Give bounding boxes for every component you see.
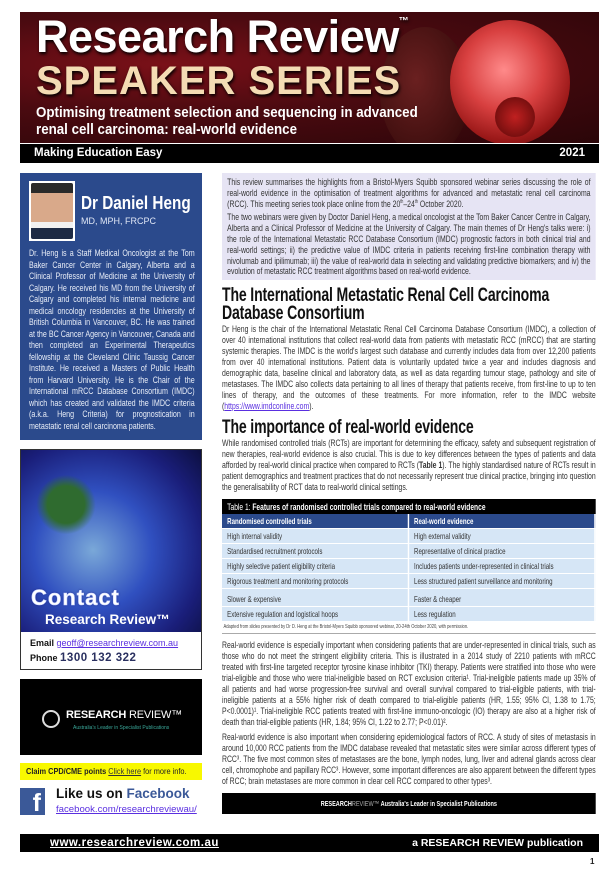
publisher-credit: a RESEARCH REVIEW publication (412, 837, 583, 849)
table-footnote: Adapted from slides presented by Dr D. Heng at the Bristol-Myers Squibb sponsored webinar, 20-24th October 2020, with permission. (222, 621, 596, 634)
cpd-claim-banner: Claim CPD/CME points Click here for more info. (20, 763, 202, 780)
speaker-photo (29, 181, 75, 241)
table-header-row (222, 514, 596, 528)
footer-bar (20, 834, 599, 852)
research-review-logo: RESEARCH REVIEW™ Australia's Leader in Specialist Publications (20, 679, 202, 755)
contact-banner-image (21, 450, 201, 632)
imdc-website-link[interactable]: https://www.imdconline.com (224, 401, 310, 412)
table-row: Standardised recruitment protocols Representative of clinical practice (222, 543, 596, 558)
tagline-bar (20, 144, 599, 163)
imdc-paragraph: Dr Heng is the chair of the International Metastatic Renal Cell Carcinoma Database Consortium (IMDC), a collection of over 40 international institutions that collect real-world data from patients with metastatic RCC (mRCC) that are starting systemic therapies. The IMDC is the world's largest such database and currently includes data from over 12,200 patients from over 40 international institutions. Patient data is voluntarily updated twice a year and includes diagnosis and demographic data, baseline clinical and laboratory data, as well as data regarding tumour stage, pathology and site of metastases. The IMDC also collects data pertaining to all lines of therapy that patients receive, from first-line to up to ten lines of therapy, and the outcomes of these treatments. For more information, refer to the IMDC website (https://www.imdconline.com). (222, 324, 596, 412)
header-banner (20, 12, 599, 143)
email-label: Email (30, 638, 55, 648)
real-world-paragraph: While randomised controlled trials (RCTs) are important for determining the efficacy, safety and subsequent registration of new therapies, real-world evidence is also crucial. This is due to key differences between the types of patients and data afforded by real-world clinical practice when compared to RCTs (Table 1). The highly standardised nature of RCTs result in patient demographics and treatment practices that do not necessarily represent true clinical practice, bringing into question the generalisability of RCT data to real-world clinical settings. (222, 438, 596, 493)
tumour-illustration (495, 97, 535, 137)
real-world-paragraph: Real-world evidence is especially important when considering patients that are under-represented in clinical trials, such as those who do not meet the stringent eligibility criteria. This is illustrated in a 2014 study of 2210 patients with mRCC treated with first-line targeted receptor tyrosine kinase inhibitor (TKI) therapy. Patients were stratified into those who were trial-eligible and those who were trial-ineligible based on RCT exclusion criteria¹. Trial-ineligible patients made up 35% of all patients and had worse progression-free survival and overall survival compared to trial-eligible patients, with trial-ineligible patients at a 55% higher risk of death compared to trial-eligible patients (HR, 1.55; 95% CI, 1.38 to 1.75; P<0.0001)¹. Trial-ineligible RCC patients treated with first-line immuno-oncologic (IO) therapy are also at a higher risk of death than trial-eligible patients (HR, 1.84; 95% CI, 1.22 to 2.77; P<0.01)². (222, 640, 596, 728)
intro-paragraph: The two webinars were given by Doctor Daniel Heng, a medical oncologist at the Tom Baker Cancer Centre in Calgary, Alberta and a Clinical Professor of Medicine at the University of Calgary. The main themes of Dr Heng's talks were: i) the role of the International Metastatic RCC Database Consortium (IMDC) prognostic factors in both clinical trial and real-world settings; ii) the predictive value of IMDC criteria in patients receiving first-line combination therapy with nivolumab and ipilimumab; iii) the value of real-world data in selecting and validating predictive biomarkers; and iv) the evolution of metastatic RCC treatment algorithms based on real-world evidence. (227, 212, 591, 277)
real-world-paragraph: Real-world evidence is also important when considering epidemiological factors of RCC. A study of sites of metastasis in around 10,000 RCC patients from the IMDC database revealed that metastatic sites were similar across different types of RCC³. The five most common sites of metastases are the bone, lymph nodes, lung, liver and adrenal glands across clear cell, chromophobe and papillary RCC³. However, some important differences are also apparent between the different types of RCC; brain metastases are more common in clear cell RCC compared to other types³. (222, 732, 596, 787)
table-row: High internal validity High external validity (222, 528, 596, 543)
phone-number: 1300 132 322 (60, 652, 137, 664)
speaker-bio-box (20, 173, 202, 440)
table-row: Slower & expensive Faster & cheaper (222, 588, 596, 606)
speaker-credentials: MD, MPH, FRCPC (81, 216, 156, 226)
table-row: Highly selective patient eligibility criteria Includes patients under-represented in clinical trials (222, 558, 596, 573)
specialist-publications-banner: RESEARCHREVIEW™ Australia's Leader in Specialist Publications (222, 793, 596, 814)
column-header: Randomised controlled trials (222, 514, 409, 528)
logo-slogan: Australia's Leader in Specialist Publications (73, 725, 170, 731)
series-title: SPEAKER SERIES (36, 59, 402, 103)
section-heading-imdc: The International Metastatic Renal Cell Carcinoma Database Consortium (222, 285, 550, 325)
brain-logo-icon (42, 710, 60, 728)
contact-heading: Contact (31, 585, 120, 610)
table-row: Extensive regulation and logistical hoops Less regulation (222, 606, 596, 621)
website-link[interactable]: www.researchreview.com.au (50, 836, 219, 849)
issue-subtitle: Optimising treatment selection and sequencing in advanced renal cell carcinoma: real-world evidence (36, 105, 418, 138)
facebook-link[interactable]: facebook.com/researchreviewau/ (56, 804, 197, 815)
speaker-bio-text: Dr. Heng is a Staff Medical Oncologist at the Tom Baker Cancer Center in Calgary, Alberta and a Clinical Professor of Medicine at the University of Calgary. He received his MD from the University of Calgary and completed his internal medicine and medical oncology residencies at the University of British Columbia in Vancouver, BC. He was trained at the BC Cancer Agency in Vancouver, Canada and then completed an Experimental Therapeutics fellowship at the Cleveland Clinic Taussig Cancer Institute. He received a Masters of Public Health from Harvard University. He is the Chair of the International mRCC Database Consortium (IMDC) which has created and validated the IMDC criteria (a.k.a. Heng Criteria) for prognostication in metastatic renal cell carcinoma patients. (29, 247, 195, 431)
column-header: Real-world evidence (409, 514, 596, 528)
phone-label: Phone (30, 653, 58, 663)
page-number: 1 (590, 857, 595, 866)
table-caption: Table 1: Features of randomised controlled trials compared to real-world evidence (222, 499, 596, 514)
intro-box (222, 173, 596, 280)
contact-box (20, 449, 202, 670)
email-link[interactable]: geoff@researchreview.com.au (56, 638, 179, 648)
facebook-like-text: Like us on Facebook (56, 786, 190, 801)
facebook-icon[interactable]: f (20, 788, 45, 815)
section-heading-real-world: The importance of real-world evidence (222, 417, 474, 439)
table-row: Rigorous treatment and monitoring protocols Less structured patient surveillance and monitoring (222, 573, 596, 588)
table-1 (222, 499, 596, 634)
publication-title: Research Review™ (36, 12, 409, 62)
tagline: Making Education Easy (34, 147, 163, 159)
cpd-click-here-link[interactable]: Click here (108, 766, 142, 776)
speaker-name: Dr Daniel Heng (81, 193, 191, 213)
year: 2021 (559, 147, 585, 159)
contact-brand: Research Review™ (45, 612, 170, 627)
intro-paragraph: This review summarises the highlights from a Bristol-Myers Squibb sponsored webinar series discussing the role of real-world evidence in the optimisation of treatment algorithms for advanced and metastatic renal cell carcinoma (RCC). This meeting series took place online from the 20th–24th October 2020. (227, 177, 591, 209)
main-content (222, 173, 596, 814)
